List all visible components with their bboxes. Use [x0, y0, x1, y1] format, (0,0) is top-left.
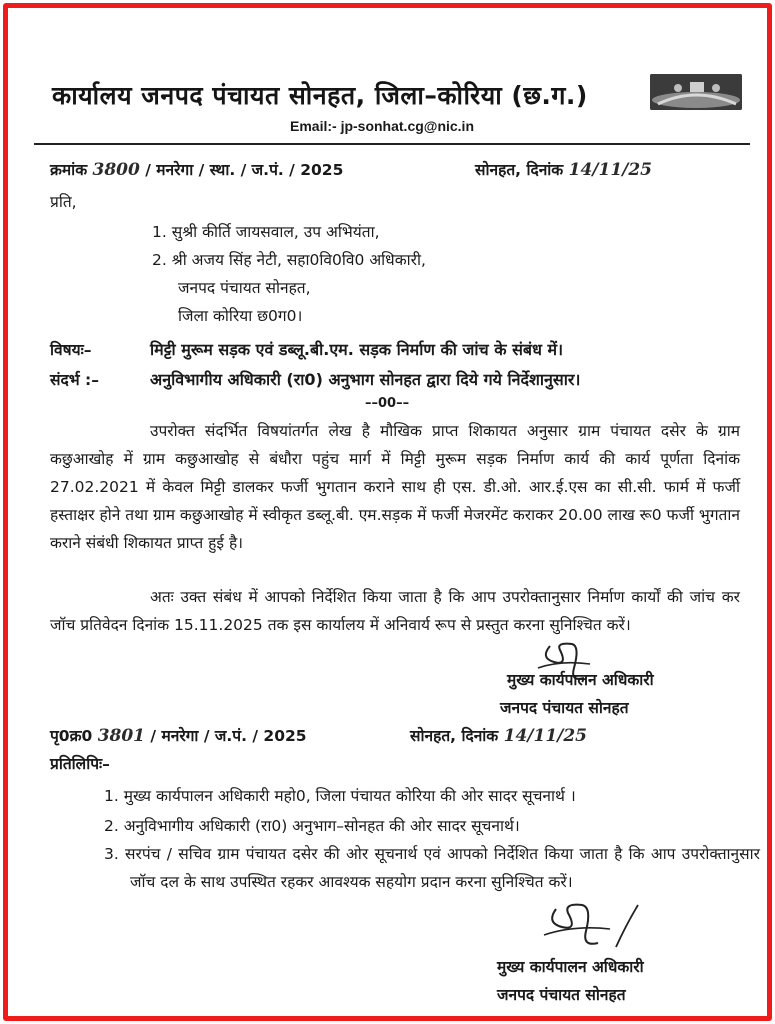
body-paragraph-2: अतः उक्त संबंध में आपको निर्देशित किया जाता है कि आप उपरोक्तानुसार निर्माण कार्यों की जांच कर जॉच प्रतिवेदन दिनांक 15.11.2025 तक इस कार्यालय में अनिवार्य रूप से प्रस्तुत करना सुनिश्चित करें।: [50, 588, 740, 634]
copy-ref-rest: / मनरेगा / ज.पं. / 2025: [150, 727, 307, 745]
recipient-line: जिला कोरिया छ0ग0।: [178, 307, 303, 325]
office-logo: [650, 74, 742, 110]
order-reference: [50, 158, 343, 180]
copy-item: 2. अनुविभागीय अधिकारी (रा0) अनुभाग–सोनहत की ओर सादर सूचनार्थ।: [104, 817, 520, 835]
reference-text: अनुविभागीय अधिकारी (रा0) अनुभाग सोनहत द्वारा दिये गये निर्देशानुसार।: [150, 370, 581, 389]
ref-label: क्रमांक: [50, 161, 88, 179]
header-divider: [34, 143, 750, 145]
subject-text: मिट्टी मुरूम सड़क एवं डब्लू.बी.एम. सड़क निर्माण की जांच के संबंध में।: [150, 340, 564, 359]
office-email: Email:- jp-sonhat.cg@nic.in: [290, 118, 474, 134]
signature-1-title: मुख्य कार्यपालन अधिकारी: [507, 671, 654, 689]
recipient-line: 1. सुश्री कीर्ति जायसवाल, उप अभियंता,: [152, 223, 380, 241]
order-date-line: [475, 158, 652, 180]
copy-item: 3. सरपंच / सचिव ग्राम पंचायत दसेर की ओर सूचनार्थ एवं आपको निर्देशित किया जाता है कि आप उपरोक्तानुसार जॉच दल के साथ उपस्थित रहकर आवश्यक सहयोग प्रदान करना सुनिश्चित करें।: [104, 845, 760, 891]
signature-2-title: मुख्य कार्यपालन अधिकारी: [497, 958, 644, 976]
ref-number: 3800: [92, 160, 140, 180]
signature-2-office: जनपद पंचायत सोनहत: [497, 986, 626, 1004]
copy-item: 1. मुख्य कार्यपालन अधिकारी महो0, जिला पंचायत कोरिया की ओर सादर सूचनार्थ ।: [104, 787, 576, 805]
copy-ref-label: पृ0क्र0: [50, 727, 93, 745]
copy-date: 14/11/25: [503, 726, 588, 746]
body-paragraph-1: उपरोक्त संदर्भित विषयांतर्गत लेख है मौखिक प्राप्त शिकायत अनुसार ग्राम पंचायत दसेर के ग्राम कछुआखोह में ग्राम कछुआखोह से बंधौरा पहुंच मार्ग में मिट्टी मुरूम सड़क निर्माण कार्य की कार्य पूर्णता दिनांक 27.02.2021 में केवल मिट्टी डालकर फर्जी भुगतान कराने साथ ही एस. डी.ओ. आर.ई.एस का सी.सी. फार्म में फर्जी हस्ताक्षर होने तथा ग्राम कछुआखोह में स्वीकृत डब्लू.बी. एम.सड़क में फर्जी मेजरमेंट कराकर 20.00 लाख रू0 फर्जी भुगतान कराने संबंधी शिकायत प्राप्त हुई है।: [50, 422, 740, 552]
copies-label: प्रतिलिपिः–: [50, 755, 110, 773]
recipient-line: जनपद पंचायत सोनहत,: [178, 279, 311, 297]
copy-ref-number: 3801: [97, 726, 146, 746]
place-date-label: सोनहत, दिनांक: [475, 161, 564, 179]
signature-2: [530, 895, 660, 957]
signature-1-office: जनपद पंचायत सोनहत: [500, 699, 629, 717]
separator: ––00––: [365, 396, 410, 411]
subject-label: विषयः–: [50, 341, 92, 359]
recipient-line: 2. श्री अजय सिंह नेटी, सहा0वि0वि0 अधिकारी,: [152, 251, 426, 269]
reference-label: संदर्भ :–: [50, 371, 99, 389]
copy-reference: [50, 724, 307, 746]
copy-place-date-label: सोनहत, दिनांक: [410, 727, 499, 745]
ref-rest: / मनरेगा / स्था. / ज.पं. / 2025: [145, 161, 344, 179]
to-label: प्रति,: [50, 193, 77, 211]
order-date: 14/11/25: [568, 160, 653, 180]
office-title: कार्यालय जनपद पंचायत सोनहत, जिला–कोरिया (छ.ग.): [52, 81, 588, 110]
copy-date-line: [410, 724, 587, 746]
